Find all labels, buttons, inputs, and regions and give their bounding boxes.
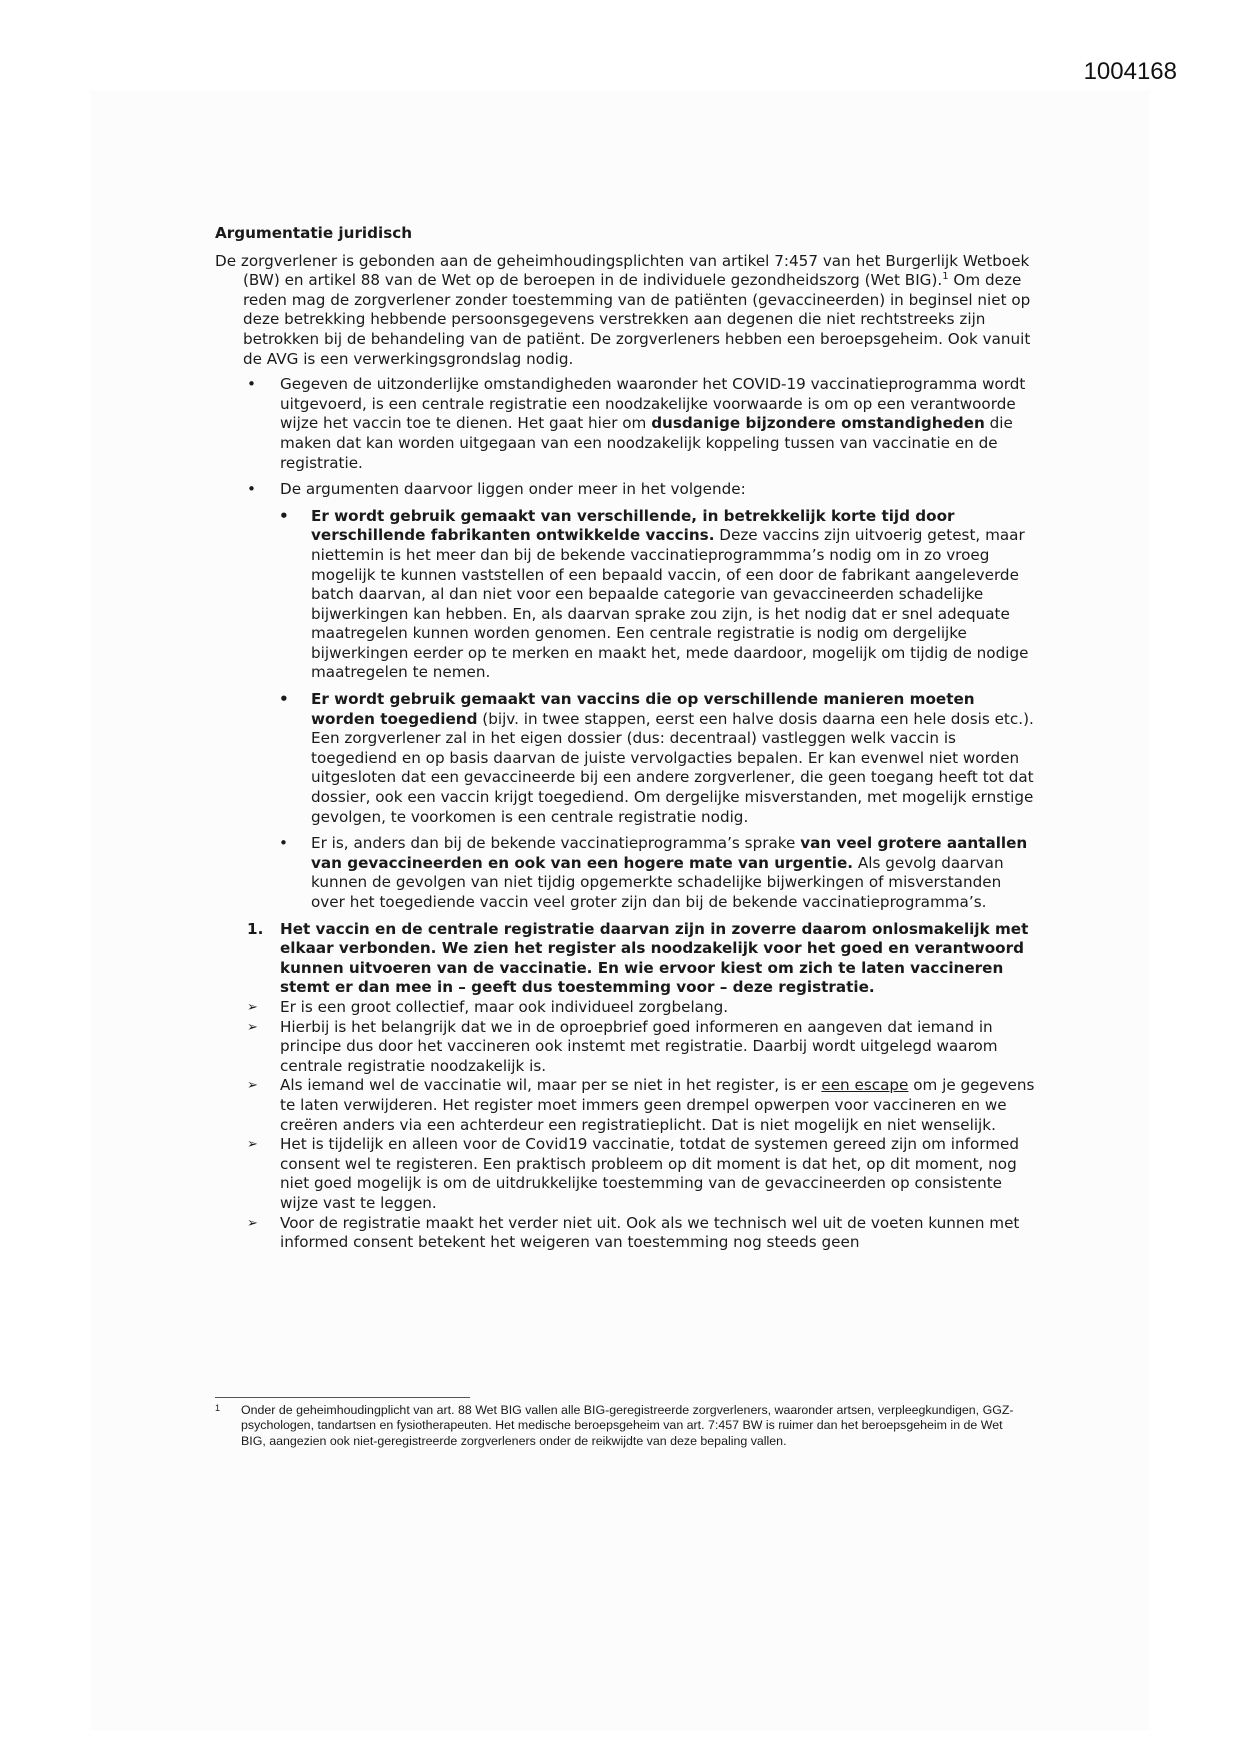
arrow-item [215, 1135, 1035, 1213]
footnote-text: Onder de geheimhoudingplicht van art. 88 Wet BIG vallen alle BIG-geregistreerde zorgverleners, waaronder artsen, verpleegkundigen, GGZ-psychologen, tandartsen en fysiotherapeuten. Het medische beroepsgeheim van art. 7:457 BW is ruimer dan het beroepsgeheim in de Wet BIG, aangezien ook niet-geregistreerde zorgverleners onder de reikwijdte van deze bepaling vallen. [241, 1403, 1014, 1448]
bullet-item [215, 480, 1035, 500]
bullet-text-end: die maken dat kan worden uitgegaan van een noodzakelijk koppeling tussen van vaccinatie en de registratie. [280, 414, 1013, 472]
bullet-marker: • [279, 834, 288, 853]
arrow-item [215, 1214, 1035, 1253]
bullet-bold-text: dusdanige bijzondere omstandigheden [651, 414, 985, 433]
bullet-text: Gegeven de uitzonderlijke omstandigheden waaronder het COVID-19 vaccinatieprogramma wordt uitgevoerd, is een centrale registratie een noodzakelijke voorwaarde is om op een verantwoorde wijze het vaccin toe te dienen. Het gaat hier om [280, 375, 1026, 433]
document-id: 1004168 [1083, 58, 1177, 85]
arrow-item [215, 1018, 1035, 1077]
sub-bullet-bold-text: van veel grotere aantallen van gevaccineerden en ook van een hogere mate van urgentie. [311, 834, 1028, 872]
bullet-marker: • [279, 506, 289, 525]
arrow-bullet-icon: ➢ [247, 999, 258, 1015]
sub-bullet-item [215, 834, 1035, 912]
arrow-text: Voor de registratie maakt het verder niet uit. Ook als we technisch wel uit de voeten kunnen met informed consent betekent het weigeren van toestemming nog steeds geen [280, 1213, 1020, 1252]
sub-bullet-bold-text: Er wordt gebruik gemaakt van vaccins die op verschillende manieren moeten worden toegediend [311, 690, 975, 728]
sub-bullet-text: Als gevolg daarvan kunnen de gevolgen van niet tijdig opgemerkte schadelijke bijwerkingen of misverstanden over het toegediende vaccin veel groter zijn dan bij de bekende vaccinatieprogramma’s. [311, 853, 1004, 911]
arrow-bullet-icon: ➢ [247, 1019, 258, 1035]
footnote-separator [215, 1397, 470, 1398]
sub-bullet-text: Deze vaccins zijn uitvoerig getest, maar niettemin is het meer dan bij de bekende vaccinatieprogrammma’s nodig om in zo vroeg mogelijk te kunnen vaststellen of een bepaald vaccin, of een door de fabrikant aangeleverde batch daarvan, al dan niet voor een bepaalde categorie van gevaccineerden schadelijke bijwerkingen kan hebben. En, als daarvan sprake zou zijn, is het nodig dat er snel adequate maatregelen kunnen worden genomen. Een centrale registratie is nodig om dergelijke bijwerkingen eerder op te merken en maakt het, mede daardoor, mogelijk om tijdig de nodige maatregelen te nemen. [311, 526, 1029, 682]
sub-bullet-item [215, 507, 1035, 683]
arrow-text: Het is tijdelijk en alleen voor de Covid19 vaccinatie, totdat de systemen gereed zijn om informed consent wel te registeren. Een praktisch probleem op dit moment is dat het, op dit moment, nog niet goed mogelijk is om de uitdrukkelijke toestemming van de gevaccineerden op consistente wijze vast te leggen. [280, 1135, 1020, 1212]
arrow-item [215, 1076, 1035, 1135]
numbered-text: Het vaccin en de centrale registratie daarvan zijn in zoverre daarom onlosmakelijk met elkaar verbonden. We zien het register als noodzakelijk voor het goed en verantwoord kunnen uitvoeren van de vaccinatie. En wie ervoor kiest om zich te laten vaccineren stemt er dan mee in – geeft dus toestemming voor – deze registratie. [280, 919, 1029, 997]
arrow-bullet-icon: ➢ [247, 1215, 258, 1231]
sub-bullet-item [215, 690, 1035, 827]
arrow-item [215, 998, 1035, 1018]
arrow-text: Hierbij is het belangrijk dat we in de oproepbrief goed informeren en aangeven dat iemand in principe dus door het vaccineren ook instemt met registratie. Daarbij wordt uitgelegd waarom centrale registratie noodzakelijk is. [280, 1017, 998, 1075]
arrow-text: Als iemand wel de vaccinatie wil, maar per se niet in het register, is er [280, 1076, 822, 1095]
sub-bullet-text: (bijv. in twee stappen, eerst een halve dosis daarna een hele dosis etc.). Een zorgverlener zal in het eigen dossier (dus: decentraal) vastleggen welk vaccin is toegediend en op basis daarvan de juiste vervolgacties bepalen. Er kan evenwel niet worden uitgesloten dat een gevaccineerde bij een andere zorgverlener, die geen toegang heeft tot dat dossier, ook een vaccin krijgt toegediend. Om dergelijke misverstanden, met mogelijk ernstige gevolgen, te voorkomen is een centrale registratie nodig. [311, 709, 1034, 826]
bullet-text: De argumenten daarvoor liggen onder meer in het volgende: [280, 480, 746, 499]
bullet-marker: • [247, 480, 256, 499]
bullet-marker: • [247, 375, 256, 394]
arrow-bullet-icon: ➢ [247, 1137, 258, 1153]
numbered-item [215, 920, 1035, 998]
intro-paragraph [215, 252, 1035, 370]
footnote-mark: 1 [215, 1403, 221, 1413]
section-heading: Argumentatie juridisch [215, 224, 413, 242]
number-marker: 1. [247, 919, 264, 938]
escape-link[interactable]: een escape [821, 1076, 909, 1095]
bullet-marker: • [279, 690, 289, 709]
intro-text-2: Om deze reden mag de zorgverlener zonder toestemming van de patiënten (gevaccineerden) in beginsel niet op deze betrekking hebbende persoonsgegevens verstrekken aan degenen die niet rechtstreeks zijn betrokken bij de behandeling van de patiënt. De zorgverleners hebben een beroepsgeheim. Ook vanuit de AVG is een verwerkingsgrondslag nodig. [243, 271, 1031, 368]
arrow-bullet-icon: ➢ [247, 1078, 258, 1094]
footnote-reference[interactable]: 1 [942, 271, 949, 283]
arrow-text-end: om je gegevens te laten verwijderen. Het register moet immers geen drempel opwerpen voor vaccineren en we creëren anders via een achterdeur een registratieplicht. Dat is niet mogelijk en niet wenselijk. [280, 1076, 1035, 1134]
sub-bullet-text-start: Er is, anders dan bij de bekende vaccinatieprogramma’s sprake [311, 834, 801, 853]
sub-bullet-bold-text: Er wordt gebruik gemaakt van verschillende, in betrekkelijk korte tijd door verschillende fabrikanten ontwikkelde vaccins. [311, 506, 955, 545]
document-body [215, 224, 1035, 1253]
arrow-text: Er is een groot collectief, maar ook individueel zorgbelang. [280, 997, 729, 1016]
footnote [215, 1403, 1015, 1449]
intro-text-1: De zorgverlener is gebonden aan de geheimhoudingsplichten van artikel 7:457 van het Burgerlijk Wetboek (BW) en artikel 88 van de Wet op de beroepen in de individuele gezondheidszorg (Wet BIG). [215, 251, 1030, 290]
bullet-item [215, 375, 1035, 473]
